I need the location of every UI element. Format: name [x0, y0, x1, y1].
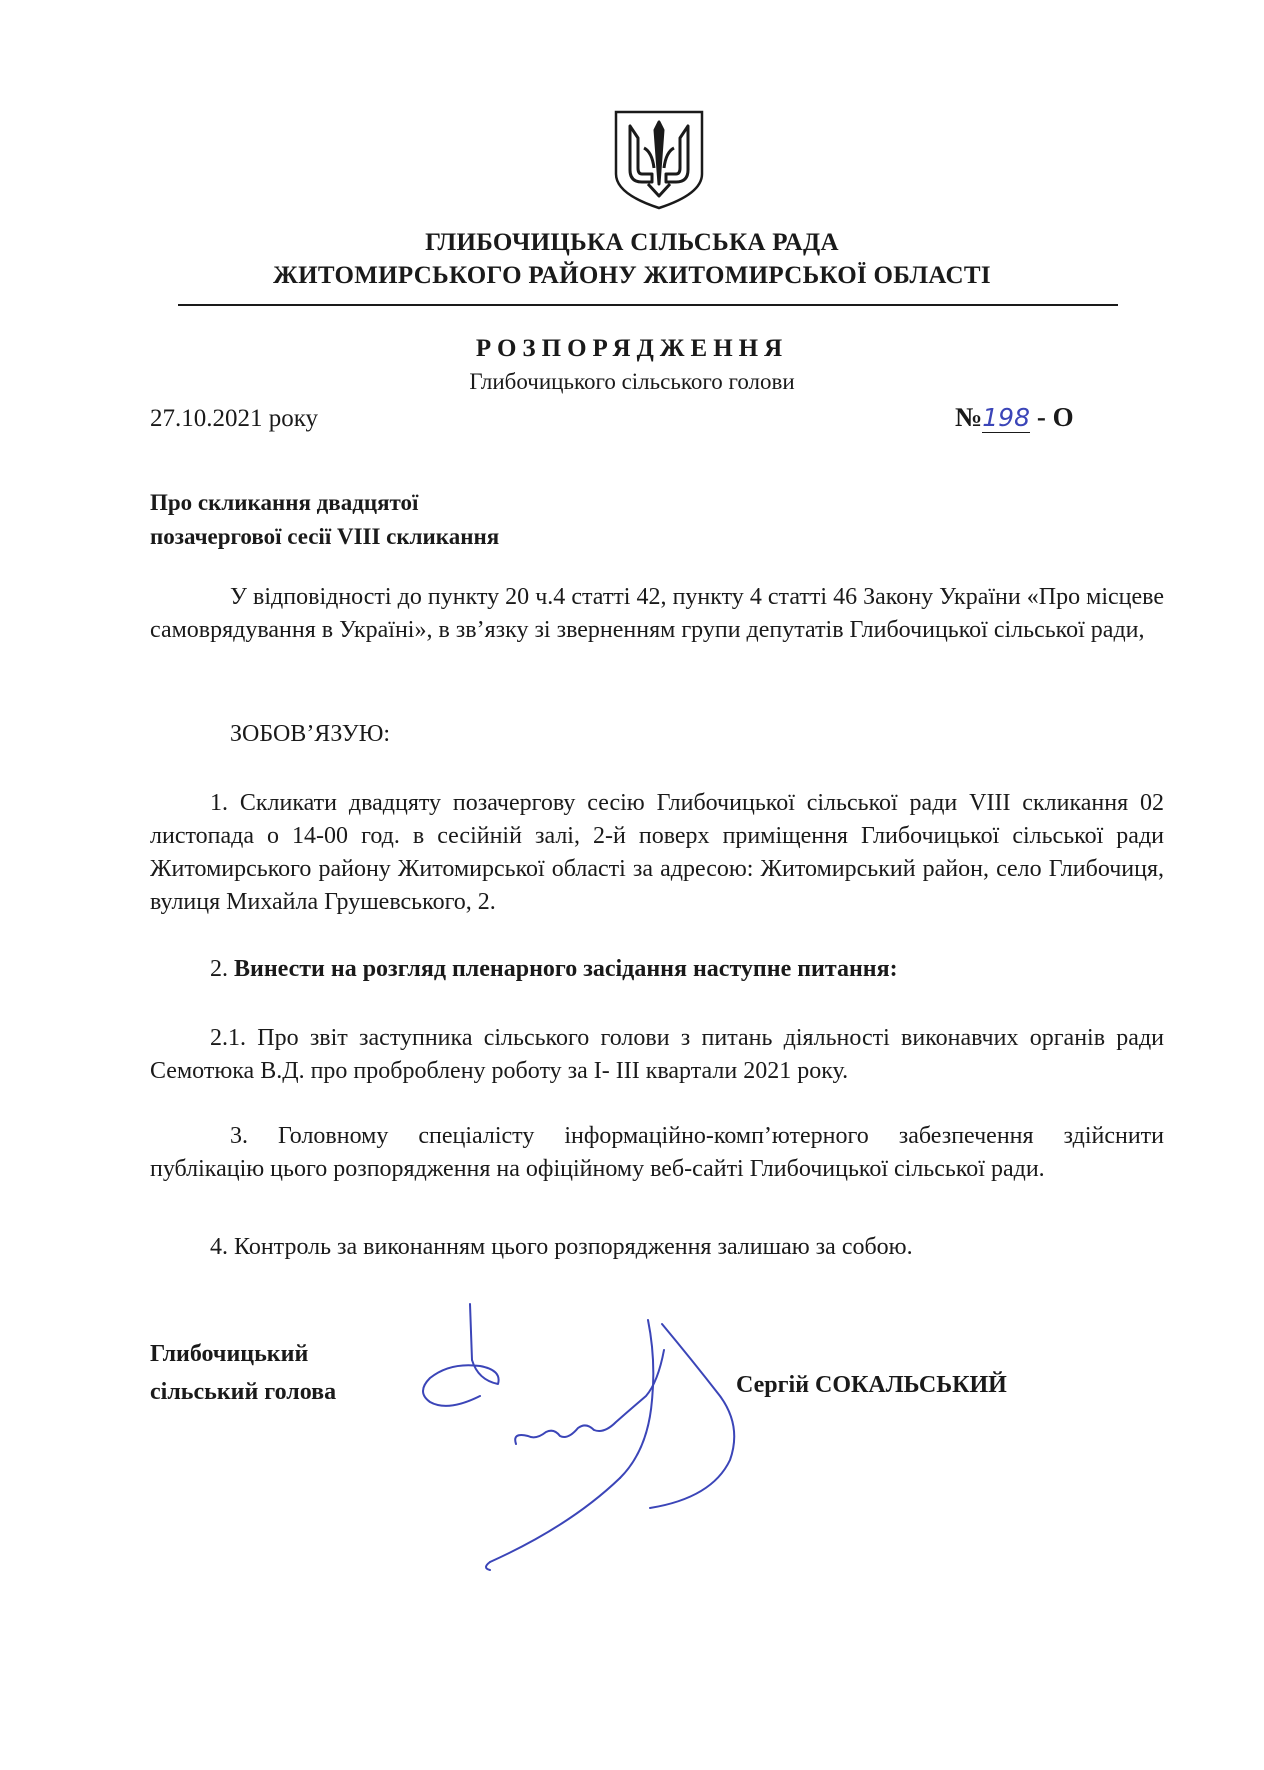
subject-line1: Про скликання двадцятої	[150, 490, 419, 515]
council-name-line1: ГЛИБОЧИЦЬКА СІЛЬСЬКА РАДА	[425, 229, 839, 256]
item-1: 1. Скликати двадцяту позачергову сесію Глибочицької сільської ради VIII скликання 02 листопада о 14-00 год. в сесійній залі, 2-й поверх приміщення Глибочицької сільської ради Житомирського району Житомирської області за адресою: Житомирський район, село Глибочиця, вулиця Михайла Грушевського, 2.	[150, 790, 1164, 915]
order-word: ЗОБОВ’ЯЗУЮ:	[230, 721, 391, 747]
number-prefix: №	[955, 402, 983, 432]
item-3: 3. Головному спеціалісту інформаційно-комп’ютерного забезпечення здійснити публікацію цього розпорядження на офіційному веб-сайті Глибочицької сільської ради.	[150, 1123, 1164, 1182]
position-line2: сільський голова	[150, 1379, 337, 1405]
item-4: 4. Контроль за виконанням цього розпорядження залишаю за собою.	[210, 1234, 913, 1260]
item-2-number: 2.	[210, 956, 228, 982]
council-name-line2: ЖИТОМИРСЬКОГО РАЙОНУ ЖИТОМИРСЬКОЇ ОБЛАСТІ	[273, 262, 991, 289]
document-title: РОЗПОРЯДЖЕННЯ	[475, 335, 789, 362]
position-line1: Глибочицький	[150, 1341, 309, 1367]
handwritten-signature	[420, 1300, 760, 1580]
number-suffix: - О	[1036, 402, 1074, 432]
subject-line2: позачергової сесії VIII скликання	[150, 524, 500, 549]
signatory-name: Сергій СОКАЛЬСЬКИЙ	[736, 1372, 1007, 1398]
document-number	[955, 402, 1074, 433]
document-date: 27.10.2021 року	[150, 405, 319, 432]
signatory-position	[150, 1335, 336, 1411]
item-2-text: Винести на розгляд пленарного засідання наступне питання:	[234, 956, 898, 982]
number-handwritten: 198	[982, 403, 1030, 432]
coat-of-arms-icon	[612, 108, 706, 212]
header-divider	[178, 304, 1118, 306]
document-subject	[150, 486, 499, 554]
preamble-paragraph: У відповідності до пункту 20 ч.4 статті 42, пункту 4 статті 46 Закону України «Про місцеве самоврядування в Україні», в зв’язку зі зверненням групи депутатів Глибочицької сільської ради,	[150, 584, 1164, 643]
item-2-1: 2.1. Про звіт заступника сільського голови з питань діяльності виконавчих органів ради Семотюка В.Д. про проброблену роботу за І- ІІІ квартали 2021 року.	[150, 1025, 1164, 1084]
item-2	[210, 956, 898, 983]
document-subtitle: Глибочицького сільського голови	[469, 369, 795, 394]
